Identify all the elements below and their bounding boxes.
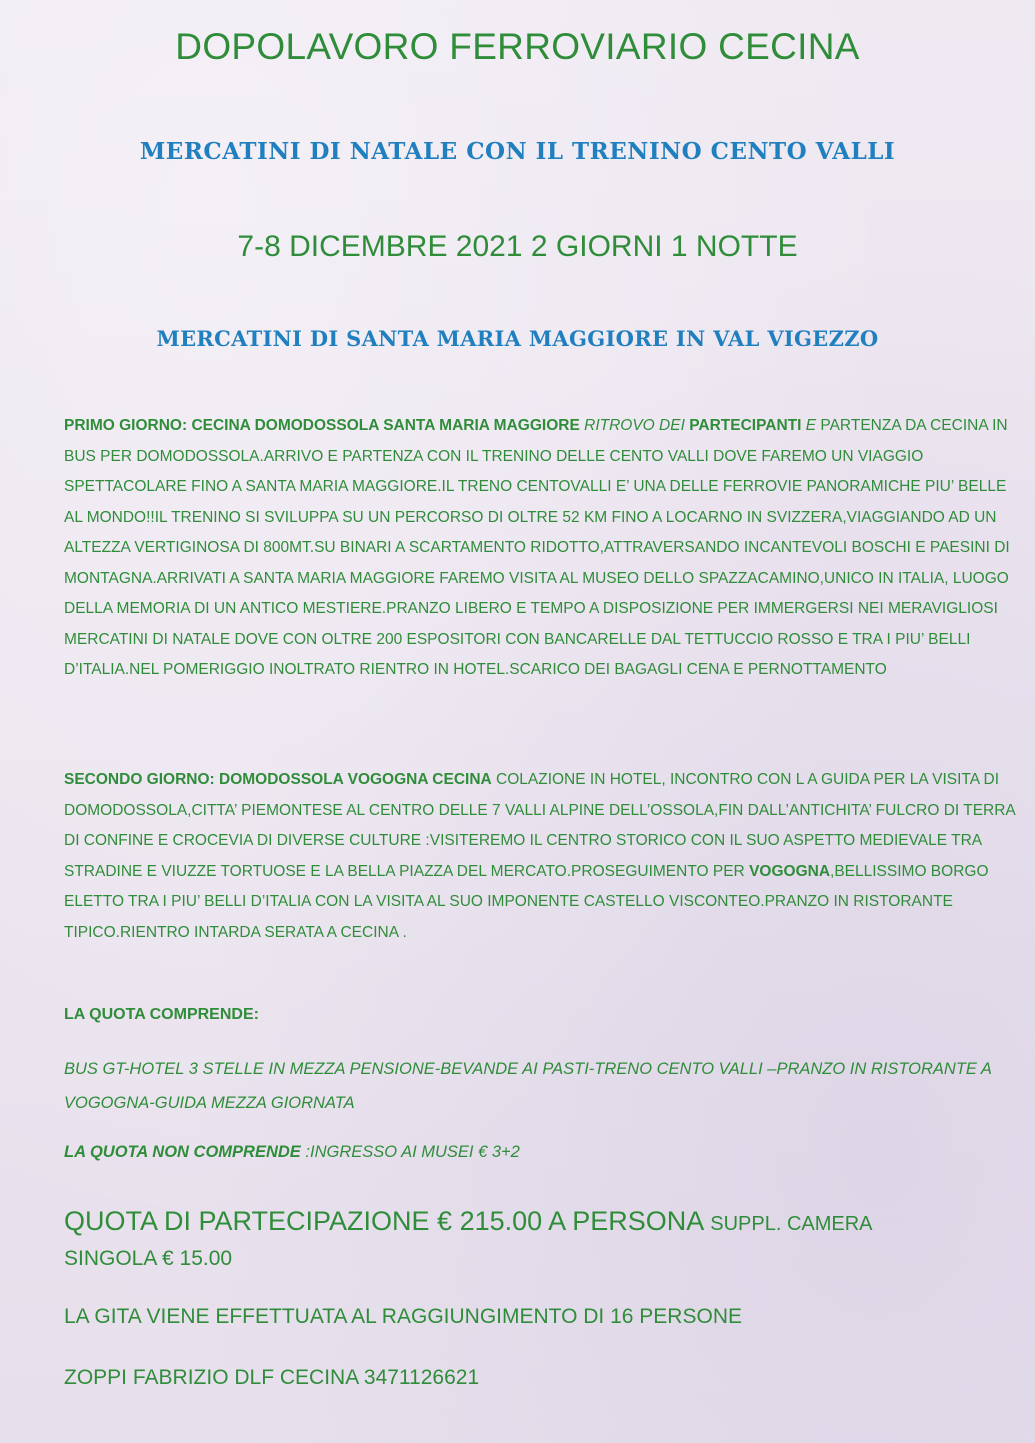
day-one-italic: RITROVO DEI [584, 417, 685, 434]
event-location-subtitle: MERCATINI DI SANTA MARIA MAGGIORE IN VAL VIGEZZO [156, 326, 879, 351]
day-two-heading: SECONDO GIORNO: DOMODOSSOLA VOGOGNA CECINA [64, 771, 492, 788]
quota-suppl: SUPPL. CAMERA [710, 1213, 873, 1235]
quota-comprende-text: BUS GT-HOTEL 3 STELLE IN MEZZA PENSIONE-BEVANDE AI PASTI-TRENO CENTO VALLI –PRANZO IN RISTORANTE A VOGOGNA-GUIDA MEZZA GIORNATA [64, 1060, 992, 1112]
day-two-text-b: ,BELLISSIMO BORGO ELETTO TRA I PIU’ BELLI D’ITALIA CON LA VISITA AL SUO IMPONENTE CASTELLO VISCONTEO.PRANZO IN RISTORANTE TIPICO.RIENTRO INTARDA SERATA A CECINA . [64, 862, 989, 941]
day-two-paragraph [64, 765, 1016, 948]
quota-main: QUOTA DI PARTECIPAZIONE € 215.00 A PERSONA [64, 1206, 703, 1236]
day-one-paragraph [64, 411, 1016, 686]
event-subtitle: MERCATINI DI NATALE CON IL TRENINO CENTO VALLI [139, 138, 896, 165]
quota-comprende-label: LA QUOTA COMPRENDE: [64, 1006, 259, 1023]
contact-info: ZOPPI FABRIZIO DLF CECINA 3471126621 [64, 1366, 480, 1389]
day-two-text-a: COLAZIONE IN HOTEL, INCONTRO CON L A GUIDA PER LA VISITA DI DOMODOSSOLA,CITTA’ PIEMONTESE AL CENTRO DELLE 7 VALLI ALPINE DELL’OSSOLA,FIN DALL’ANTICHITA’ FULCRO DI TERRA DI CONFINE E CROCEVIA DI DIVERSE CULTURE :VISITEREMO IL CENTRO STORICO CON IL SUO ASPETTO MEDIEVALE TRA STRADINE E VIUZZE TORTUOSE E LA BELLA PIAZZA DEL MERCATO.PROSEGUIMENTO PER [64, 771, 1015, 880]
quota-singola: SINGOLA € 15.00 [64, 1247, 233, 1270]
day-one-italic-e: E [805, 417, 817, 434]
event-dates: 7-8 DICEMBRE 2021 2 GIORNI 1 NOTTE [237, 230, 798, 263]
quota-non-comprende [64, 1143, 520, 1162]
gita-note: LA GITA VIENE EFFETTUATA AL RAGGIUNGIMENTO DI 16 PERSONE [64, 1305, 742, 1328]
day-one-bold-participants: PARTECIPANTI [689, 417, 802, 434]
quota-non-comprende-label: LA QUOTA NON COMPRENDE [64, 1143, 301, 1161]
day-one-heading: PRIMO GIORNO: CECINA DOMODOSSOLA SANTA MARIA MAGGIORE [64, 417, 580, 434]
organization-title: DOPOLAVORO FERROVIARIO CECINA [175, 26, 860, 67]
day-one-text: PARTENZA DA CECINA IN BUS PER DOMODOSSOLA.ARRIVO E PARTENZA CON IL TRENINO DELLE CENTO VALLI DOVE FAREMO UN VIAGGIO SPETTACOLARE FINO A SANTA MARIA MAGGIORE.IL TRENO CENTOVALLI E’ UNA DELLE FERROVIE PANORAMICHE PIU’ BELLE AL MONDO!!IL TRENINO SI SVILUPPA SU UN PERCORSO DI OLTRE 52 KM FINO A LOCARNO IN SVIZZERA,VIAGGIANDO AD UN ALTEZZA VERTIGINOSA DI 800MT.SU BINARI A SCARTAMENTO RIDOTTO,ATTRAVERSANDO INCANTEVOLI BOSCHI E PAESINI DI MONTAGNA.ARRIVATI A SANTA MARIA MAGGIORE FAREMO VISITA AL MUSEO DELLO SPAZZACAMINO,UNICO IN ITALIA, LUOGO DELLA MEMORIA DI UN ANTICO MESTIERE.PRANZO LIBERO E TEMPO A DISPOSIZIONE PER IMMERGERSI NEI MERAVIGLIOSI MERCATINI DI NATALE DOVE CON OLTRE 200 ESPOSITORI CON BANCARELLE DAL TETTUCCIO ROSSO E TRA I PIU’ BELLI D’ITALIA.NEL POMERIGGIO INOLTRATO RIENTRO IN HOTEL.SCARICO DEI BAGAGLI CENA E PERNOTTAMENTO [64, 417, 1010, 678]
day-two-bold-place: VOGOGNA [749, 862, 831, 880]
quota-non-comprende-text: :INGRESSO AI MUSEI € 3+2 [305, 1143, 520, 1161]
quota-partecipazione [64, 1196, 1004, 1249]
